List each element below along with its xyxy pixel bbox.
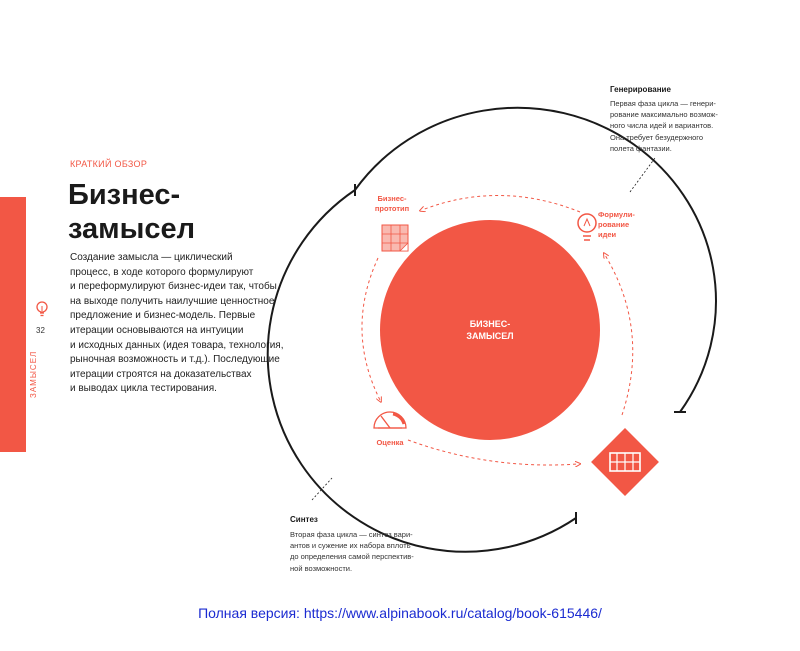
generation-description: Первая фаза цикла — генери- рование максимально возмож- ного числа идей и вариантов. Она требует безудержного полета фантазии.: [610, 99, 718, 153]
arrow-formulation-to-prototype: [422, 195, 580, 212]
node-prototype-label: Бизнес- прототип: [374, 194, 410, 213]
arrow-prototype-to-evaluation: [362, 258, 380, 400]
page-title: Бизнес- замысел: [68, 179, 196, 245]
page-number: 32: [36, 326, 45, 335]
node-formulation-label: Формули- рование идеи: [598, 210, 635, 239]
arrow-evaluation-to-synthesis: [408, 440, 578, 465]
evaluation-gauge-icon: [374, 412, 406, 428]
prototype-icon: [382, 225, 408, 251]
synthesis-diamond-icon: [591, 428, 659, 496]
full-version-link[interactable]: Полная версия: https://www.alpinabook.ru/catalog/book-615446/: [198, 605, 602, 621]
section-label: ЗАМЫСЕЛ: [29, 350, 38, 398]
arrow-synthesis-to-formulation: [605, 255, 633, 415]
generation-title: Генерирование: [610, 85, 671, 94]
body-paragraph: Создание замысла — циклический процесс, в ходе которого формулируют и переформулируют бизнес-идеи так, чтобы на выходе получить наилучшие ценностное предложение и бизнес-модель. Первые итерации основываются на интуиции и исходных данных (идея товара, технология, рыночная возможность и т.д.). Последующие итерации строятся на доказательствах и выводах цикла тестирования.: [70, 252, 284, 395]
node-evaluation-label: Оценка: [376, 438, 404, 447]
formulation-bulb-icon: [578, 214, 596, 240]
generation-pointer: [630, 158, 655, 192]
synthesis-title: Синтез: [290, 515, 318, 524]
eyebrow-label: КРАТКИЙ ОБЗОР: [70, 159, 148, 169]
center-label: БИЗНЕС- ЗАМЫСЕЛ: [466, 319, 514, 341]
synthesis-description: Вторая фаза цикла — синтез вари- антов и сужение их набора вплоть до определения самой перспектив- ной возможности.: [290, 530, 414, 573]
